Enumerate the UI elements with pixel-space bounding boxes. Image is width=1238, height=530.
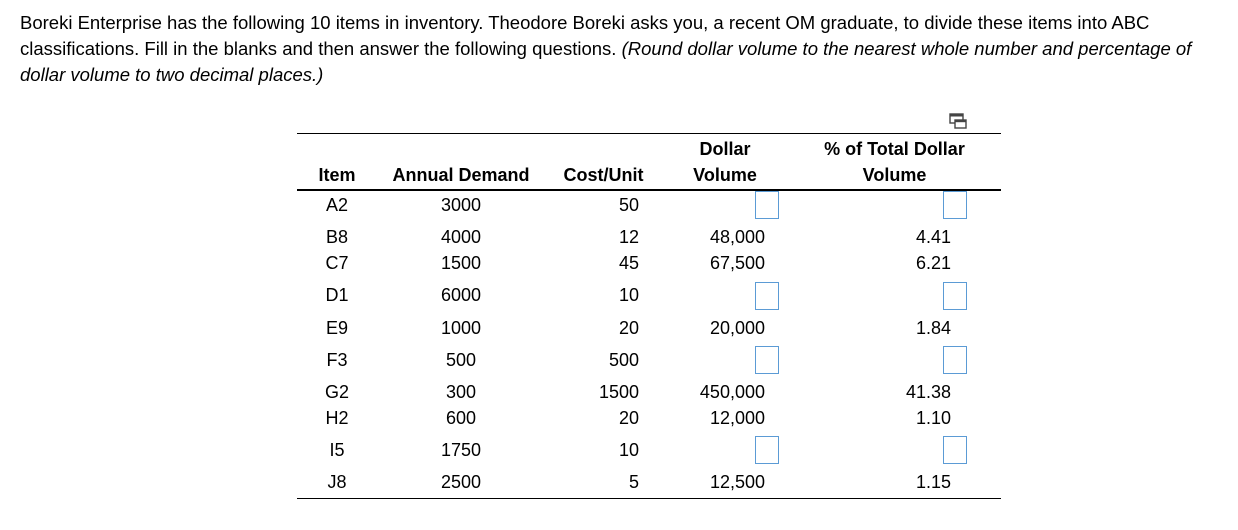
cell-dollar-volume <box>662 190 788 219</box>
cell-item: E9 <box>325 317 349 338</box>
abc-inventory-table <box>297 133 1001 499</box>
question-prompt <box>20 10 1220 88</box>
cell-annual-demand: 4000 <box>440 227 482 248</box>
cell-dollar-volume <box>662 341 788 374</box>
cell-item: D1 <box>325 285 349 306</box>
popout-window-icon[interactable] <box>949 113 967 129</box>
cell-pct-total: 41.38 <box>905 381 951 402</box>
pct-total-input[interactable] <box>943 436 967 464</box>
cell-pct-total <box>788 276 1001 309</box>
table-row <box>297 431 1001 464</box>
dollar-volume-input[interactable] <box>755 282 779 310</box>
header-dollar-volume-line1: Dollar <box>699 139 751 159</box>
cell-item: I5 <box>329 439 345 460</box>
cell-dollar-volume: 450,000 <box>699 381 765 402</box>
cell-item: H2 <box>325 407 349 428</box>
header-annual-demand: Annual Demand <box>377 162 545 190</box>
cell-item: C7 <box>325 253 349 274</box>
cell-dollar-volume: 67,500 <box>709 253 765 274</box>
header-dollar-volume-line2: Volume <box>662 162 788 190</box>
table-row <box>297 310 1001 341</box>
cell-pct-total: 1.10 <box>915 407 951 428</box>
cell-pct-total <box>788 341 1001 374</box>
cell-item: J8 <box>297 464 377 499</box>
cell-item: G2 <box>324 381 349 402</box>
cell-dollar-volume: 48,000 <box>709 227 765 248</box>
cell-annual-demand: 2500 <box>377 464 545 499</box>
cell-cost-unit: 10 <box>618 439 639 460</box>
header-item: Item <box>297 162 377 190</box>
pct-total-input[interactable] <box>943 346 967 374</box>
cell-dollar-volume <box>662 431 788 464</box>
cell-cost-unit: 20 <box>618 407 639 428</box>
cell-pct-total <box>788 431 1001 464</box>
table-row <box>297 464 1001 499</box>
table-row <box>297 341 1001 374</box>
cell-pct-total: 6.21 <box>915 253 951 274</box>
cell-cost-unit: 50 <box>618 195 639 216</box>
cell-annual-demand: 3000 <box>440 195 482 216</box>
cell-pct-total <box>788 190 1001 219</box>
cell-pct-total: 1.84 <box>915 317 951 338</box>
cell-annual-demand: 1000 <box>440 317 482 338</box>
table-row <box>297 190 1001 219</box>
cell-item: B8 <box>325 227 349 248</box>
cell-item: F3 <box>326 349 348 370</box>
pct-total-input[interactable] <box>943 191 967 219</box>
cell-cost-unit: 20 <box>618 317 639 338</box>
cell-annual-demand: 600 <box>445 407 477 428</box>
table-row <box>297 276 1001 309</box>
cell-annual-demand: 1750 <box>440 439 482 460</box>
dollar-volume-input[interactable] <box>755 191 779 219</box>
header-pct-total-line1: % of Total Dollar <box>824 139 965 159</box>
cell-pct-total: 1.15 <box>788 464 1001 499</box>
cell-dollar-volume <box>662 276 788 309</box>
cell-dollar-volume: 12,000 <box>709 407 765 428</box>
cell-annual-demand: 300 <box>445 381 477 402</box>
cell-cost-unit: 5 <box>545 464 662 499</box>
cell-cost-unit: 500 <box>608 349 639 370</box>
cell-annual-demand: 6000 <box>440 285 482 306</box>
table-row <box>297 219 1001 250</box>
header-cost-unit: Cost/Unit <box>545 162 662 190</box>
pct-total-input[interactable] <box>943 282 967 310</box>
table-row <box>297 374 1001 405</box>
dollar-volume-input[interactable] <box>755 436 779 464</box>
table-row <box>297 405 1001 431</box>
prompt-instruction: (Round dollar volume to the nearest whole number and percentage of dollar volume to two decimal places.) <box>20 38 1192 85</box>
cell-cost-unit: 45 <box>618 253 639 274</box>
cell-annual-demand: 1500 <box>440 253 482 274</box>
cell-cost-unit: 10 <box>618 285 639 306</box>
header-pct-total-line2: Volume <box>788 162 1001 190</box>
table-row <box>297 250 1001 276</box>
cell-dollar-volume: 20,000 <box>709 317 765 338</box>
cell-cost-unit: 12 <box>618 227 639 248</box>
cell-pct-total: 4.41 <box>915 227 951 248</box>
cell-cost-unit: 1500 <box>598 381 639 402</box>
cell-annual-demand: 500 <box>445 349 477 370</box>
prompt-text: Boreki Enterprise has the following 10 items in inventory. Theodore Boreki asks you, a recent OM graduate, to divide these items into ABC classifications. Fill in the blanks and then answer the following questions. <box>20 12 1150 59</box>
cell-item: A2 <box>325 195 349 216</box>
cell-dollar-volume: 12,500 <box>662 464 788 499</box>
table-body <box>297 190 1001 499</box>
dollar-volume-input[interactable] <box>755 346 779 374</box>
